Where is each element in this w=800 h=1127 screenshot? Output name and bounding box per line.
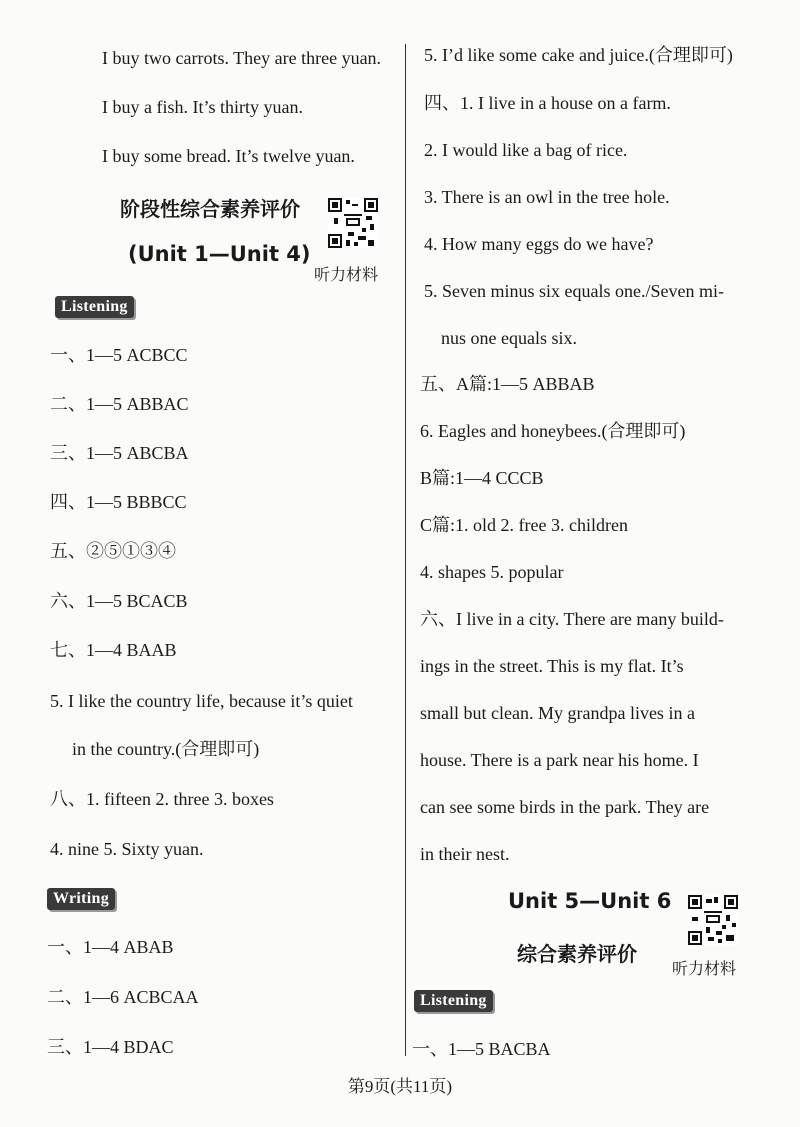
answer-line: 2. I would like a bag of rice. (424, 140, 628, 160)
answer-line: 一、1—5 BACBA (412, 1039, 551, 1059)
answer-line: small but clean. My grandpa lives in a (420, 703, 695, 723)
answer-line: 三、1—4 BDAC (47, 1037, 174, 1057)
answer-line: 4. How many eggs do we have? (424, 234, 654, 254)
answer-line: 五、②⑤①③④ (50, 541, 176, 561)
qr-code-icon (328, 198, 378, 248)
answer-line: 七、1—4 BAAB (50, 640, 177, 660)
answer-line: 6. Eagles and honeybees.(合理即可) (420, 421, 686, 441)
answer-line: ings in the street. This is my flat. It’s (420, 656, 684, 676)
section-subtitle: 综合素养评价 (517, 942, 637, 966)
qr-code-icon (688, 895, 738, 945)
answer-line: 5. I’d like some cake and juice.(合理即可) (424, 45, 733, 65)
intro-line: I buy a fish. It’s thirty yuan. (102, 97, 303, 117)
answer-line: house. There is a park near his home. I (420, 750, 699, 770)
answer-line: can see some birds in the park. They are (420, 797, 710, 817)
answer-line: 一、1—5 ACBCC (50, 345, 188, 365)
answer-line: 二、1—6 ACBCAA (47, 987, 199, 1007)
answer-line: C篇:1. old 2. free 3. children (420, 515, 628, 535)
answer-line: 五、A篇:1—5 ABBAB (420, 374, 595, 394)
qr-label: 听力材料 (672, 959, 737, 978)
answer-line: nus one equals six. (441, 328, 577, 348)
intro-line: I buy two carrots. They are three yuan. (102, 48, 382, 68)
section-subtitle: (Unit 1—Unit 4) (128, 242, 311, 266)
answer-line: 六、1—5 BCACB (50, 591, 188, 611)
listening-badge: Listening (414, 990, 493, 1012)
column-divider (405, 44, 406, 1056)
answer-line: 4. nine 5. Sixty yuan. (50, 839, 204, 859)
listening-badge: Listening (55, 296, 134, 318)
answer-line: 5. Seven minus six equals one./Seven mi- (424, 281, 724, 301)
answer-line: in the country.(合理即可) (72, 739, 260, 759)
section-title: 阶段性综合素养评价 (120, 197, 300, 221)
qr-label: 听力材料 (314, 265, 379, 284)
answer-line: 3. There is an owl in the tree hole. (424, 187, 670, 207)
writing-badge: Writing (47, 888, 115, 910)
answer-line: 5. I like the country life, because it’s quiet (50, 691, 353, 711)
section-title: Unit 5—Unit 6 (508, 889, 672, 913)
answer-line: 八、1. fifteen 2. three 3. boxes (50, 789, 274, 809)
answer-line: in their nest. (420, 844, 510, 864)
answer-line: 四、1—5 BBBCC (50, 492, 187, 512)
answer-line: 4. shapes 5. popular (420, 562, 564, 582)
answer-line: 四、1. I live in a house on a farm. (424, 93, 671, 113)
page-footer: 第9页(共11页) (347, 1077, 453, 1096)
answer-line: 一、1—4 ABAB (47, 937, 174, 957)
answer-line: 二、1—5 ABBAC (50, 394, 189, 414)
answer-line: 三、1—5 ABCBA (50, 443, 189, 463)
answer-line: 六、I live in a city. There are many build- (420, 609, 724, 629)
intro-line: I buy some bread. It’s twelve yuan. (102, 146, 355, 166)
answer-line: B篇:1—4 CCCB (420, 468, 544, 488)
